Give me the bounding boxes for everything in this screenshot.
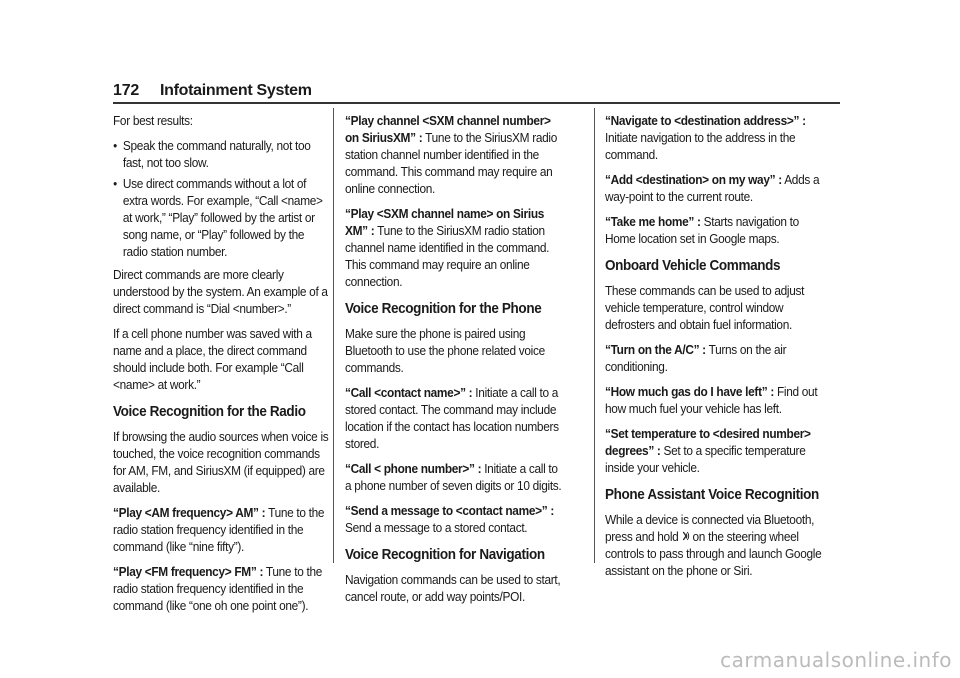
command-desc: Set to a specific temperature inside your vehicle. (605, 443, 806, 475)
command-entry (113, 504, 329, 555)
command-label: “Take me home” : (605, 214, 701, 229)
command-desc: Starts navigation to Home location set in Google maps. (605, 214, 799, 246)
heading-vehicle: Onboard Vehicle Commands (605, 257, 781, 274)
command-entry (605, 425, 824, 476)
heading-assistant: Phone Assistant Voice Recognition (605, 486, 819, 503)
command-desc: Send a message to a stored contact. (345, 520, 528, 535)
paragraph: Make sure the phone is paired using Bluetooth to use the phone related voice commands. (345, 326, 545, 375)
command-label: “Send a message to <contact name>” : (345, 503, 554, 518)
list-item: ● Speak the command naturally, not too fast, not too slow. (113, 137, 329, 171)
command-entry (345, 384, 564, 452)
tips-list (113, 137, 329, 260)
command-label: “Add <destination> on my way” : (605, 172, 782, 187)
intro-text: For best results: (113, 113, 193, 128)
command-label: “Play <FM frequency> FM” : (113, 564, 264, 579)
command-entry (345, 460, 564, 494)
push-to-talk-icon (681, 529, 689, 541)
command-desc: Adds a way-point to the current route. (605, 172, 820, 204)
column-2 (345, 112, 564, 613)
command-label: “Turn on the A/C” : (605, 342, 706, 357)
command-label: “Call <contact name>” : (345, 385, 473, 400)
page-header (113, 82, 840, 104)
command-desc: Tune to the radio station frequency identified in the command (like “one oh one point one”). (113, 564, 323, 613)
command-label: “Play channel <SXM channel number> on SiriusXM” : (345, 113, 551, 145)
heading-navigation: Voice Recognition for Navigation (345, 546, 545, 563)
watermark: carmanualsonline.info (720, 648, 952, 672)
paragraph: If browsing the audio sources when voice is touched, the voice recognition commands for AM, FM, and SiriusXM (if equipped) are available. (113, 429, 329, 495)
command-desc: Tune to the radio station frequency identified in the command (like “nine fifty”). (113, 505, 325, 554)
heading-phone: Voice Recognition for the Phone (345, 300, 542, 317)
command-entry (113, 563, 329, 614)
command-entry (345, 112, 564, 197)
column-1 (113, 112, 329, 622)
command-label: “Navigate to <destination address>” : (605, 113, 806, 128)
paragraph: Direct commands are more clearly understood by the system. An example of a direct command is “Dial <number>.” (113, 267, 328, 316)
assistant-text-b: on the steering wheel controls to pass through and launch Google assistant on the phone or Siri. (605, 529, 822, 578)
column-divider (594, 108, 595, 563)
paragraph: These commands can be used to adjust vehicle temperature, control window defrosters and obtain fuel information. (605, 283, 805, 332)
command-label: “Play <SXM channel name> on Sirius XM” : (345, 206, 545, 238)
assistant-text-a: While a device is connected via Bluetooth, press and hold (605, 512, 815, 544)
command-desc: Turns on the air conditioning. (605, 342, 787, 374)
command-entry (345, 205, 564, 290)
command-entry (605, 341, 824, 375)
command-desc: Find out how much fuel your vehicle has left. (605, 384, 818, 416)
command-entry (605, 213, 824, 247)
list-item: ● Use direct commands without a lot of extra words. For example, “Call <name> at work,” “Play” followed by the artist or song name, or “Play” followed by the radio station number. (113, 175, 329, 260)
paragraph-assistant (605, 511, 824, 579)
command-label: “Set temperature to <desired number> degrees” : (605, 426, 811, 458)
command-entry (345, 502, 564, 536)
page-number: 172 (113, 82, 140, 99)
command-desc: Tune to the SiriusXM radio station channel number identified in the command. This command may require an online connection. (345, 130, 558, 196)
column-3 (605, 112, 824, 587)
command-entry (605, 383, 824, 417)
command-entry (605, 112, 824, 163)
section-title: Infotainment System (160, 82, 312, 99)
command-desc: Initiate a call to a phone number of seven digits or 10 digits. (345, 461, 562, 493)
paragraph: If a cell phone number was saved with a name and a place, the direct command should include both. For example “Call <name> at work.” (113, 326, 312, 392)
command-label: “Call < phone number>” : (345, 461, 482, 476)
command-label: “How much gas do I have left” : (605, 384, 774, 399)
command-entry (605, 171, 824, 205)
paragraph: Navigation commands can be used to start, cancel route, or add way points/POI. (345, 572, 561, 604)
command-desc: Initiate a call to a stored contact. The command may include location if the contact has location numbers stored. (345, 385, 559, 451)
command-desc: Initiate navigation to the address in the command. (605, 130, 796, 162)
command-desc: Tune to the SiriusXM radio station channel name identified in the command. This command may require an online connection. (345, 223, 550, 289)
heading-radio: Voice Recognition for the Radio (113, 403, 306, 420)
column-divider (333, 108, 334, 563)
command-label: “Play <AM frequency> AM” : (113, 505, 266, 520)
